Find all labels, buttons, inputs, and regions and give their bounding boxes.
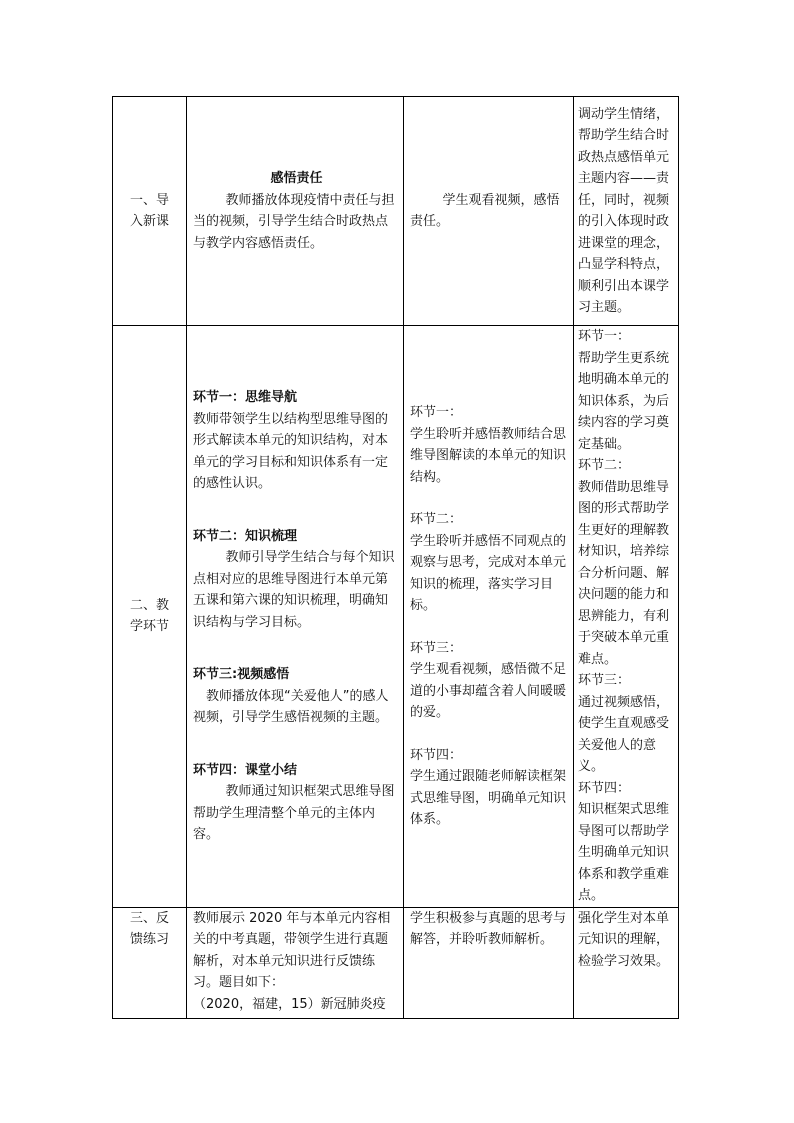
- step-text: 教师借助思维导图的形式帮助学生更好的理解教材知识，培养综合分析问题、解决问题的能力和思辨能力，有利于突破本单元重难点。: [578, 479, 670, 667]
- step-text: 学生通过跟随老师解读框架式思维导图，明确单元知识体系。: [410, 769, 567, 827]
- stage-cell: [113, 907, 187, 1018]
- student-cell: [404, 97, 574, 326]
- stage-label: 三、反馈练习: [129, 910, 169, 947]
- table-row: [113, 97, 679, 326]
- lesson-plan-table: [112, 96, 679, 1019]
- step-heading: 环节四：: [410, 747, 463, 763]
- student-text: 学生积极参与真题的思考与解答，并聆听教师解析。: [410, 910, 567, 947]
- intent-text: 强化学生对本单元知识的理解，检验学习效果。: [578, 910, 670, 969]
- step-heading: 环节二：: [578, 458, 631, 473]
- step-heading: 环节二：知识梳理: [193, 528, 298, 544]
- stage-cell: [113, 326, 187, 908]
- step-text: 教师播放体现“关爱他人”的感人视频，引导学生感悟视频的主题。: [193, 688, 389, 725]
- step-text: 帮助学生更系统地明确本单元的知识体系，为后续内容的学习奠定基础。: [578, 350, 670, 452]
- student-text: 学生观看视频，感悟责任。: [410, 192, 560, 229]
- step-text: 学生聆听并感悟不同观点的观察与思考，完成对本单元知识的梳理，落实学习目标。: [410, 533, 567, 613]
- step-text: 学生观看视频，感悟微不足道的小事却蕴含着人间暖暖的爱。: [410, 662, 567, 720]
- activity-title: 感悟责任: [270, 171, 323, 186]
- step-text: 通过视频感悟，使学生直观感受关爱他人的意义。: [578, 694, 670, 774]
- step-text: 教师通过知识框架式思维导图帮助学生理清整个单元的主体内容。: [193, 784, 395, 842]
- intent-cell: [574, 97, 679, 326]
- step-text: 教师引导学生结合与每个知识点相对应的思维导图进行本单元第五课和第六课的知识梳理，明确知识结构与学习目标。: [193, 550, 395, 630]
- student-cell: [404, 326, 574, 908]
- question-source: （2020，福建，15）新冠肺炎疫: [193, 996, 386, 1012]
- teacher-cell: [187, 907, 404, 1018]
- step-heading: 环节三：: [410, 640, 463, 656]
- teacher-text: 教师展示 2020 年与本单元内容相关的中考真题，带领学生进行真题解析，对本单元知识进行反馈练习。题目如下：: [193, 910, 391, 990]
- stage-label: 二、教学环节: [129, 597, 169, 635]
- step-text: 学生聆听并感悟教师结合思维导图解读的本单元的知识结构。: [410, 426, 567, 485]
- intent-cell: [574, 907, 679, 1018]
- table-row: [113, 326, 679, 908]
- teacher-cell: [187, 97, 404, 326]
- step-text: 知识框架式思维导图可以帮助学生明确单元知识体系和教学重难点。: [578, 802, 670, 903]
- intent-text: 调动学生情绪，帮助学生结合时政热点感悟单元主题内容——责任，同时，视频的引入体现时政进课堂的理念，凸显学科特点，顺利引出本课学习主题。: [578, 106, 670, 315]
- step-heading: 环节一：: [578, 329, 631, 344]
- step-heading: 环节二：: [410, 512, 463, 527]
- student-cell: [404, 907, 574, 1018]
- teacher-cell: [187, 326, 404, 908]
- step-heading: 环节三:视频感悟: [193, 667, 290, 682]
- intent-cell: [574, 326, 679, 908]
- step-heading: 环节一：思维导航: [193, 390, 298, 405]
- step-text: 教师带领学生以结构型思维导图的形式解读本单元的知识结构，对本单元的学习目标和知识体系有一定的感性认识。: [193, 411, 389, 491]
- teacher-text: 教师播放体现疫情中责任与担当的视频，引导学生结合时政热点与教学内容感悟责任。: [193, 192, 395, 251]
- step-heading: 环节四：课堂小结: [193, 762, 298, 778]
- step-heading: 环节一：: [410, 405, 463, 420]
- stage-label: 一、导入新课: [129, 192, 169, 229]
- table-row: [113, 907, 679, 1018]
- step-heading: 环节四：: [578, 780, 631, 796]
- step-heading: 环节三：: [578, 673, 631, 688]
- stage-cell: [113, 97, 187, 326]
